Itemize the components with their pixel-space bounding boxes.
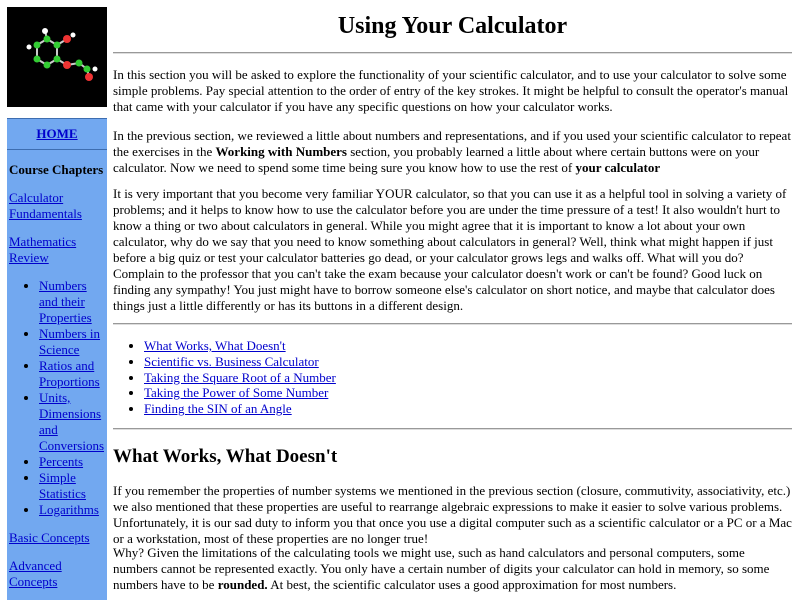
your-calculator-bold: your calculator	[575, 160, 661, 175]
list-item	[39, 470, 107, 502]
text-span: In the previous section, we reviewed a little about numbers and representations, and if you used your scientific calculator to repeat the exercises in the	[113, 128, 791, 159]
sidebar-nav	[7, 118, 107, 600]
divider	[113, 428, 792, 430]
course-chapters-heading: Course Chapters	[9, 162, 104, 177]
percents-link[interactable]: Percents	[39, 454, 84, 469]
numbers-properties-link[interactable]: Numbers and their Properties	[39, 278, 92, 325]
simple-statistics-link[interactable]: Simple Statistics	[39, 470, 86, 501]
list-item	[39, 454, 107, 470]
working-with-numbers-bold: Working with Numbers	[215, 144, 347, 159]
list-item	[144, 401, 336, 417]
mathematics-review-link[interactable]: Mathematics Review	[9, 234, 77, 265]
list-item	[39, 358, 107, 390]
numbers-in-science-link[interactable]: Numbers in Science	[39, 326, 101, 357]
square-root-link[interactable]: Taking the Square Root of a Number	[144, 369, 336, 385]
basic-concepts-link[interactable]: Basic Concepts	[9, 530, 90, 545]
page-title: Using Your Calculator	[337, 13, 568, 39]
why-paragraph	[113, 545, 792, 593]
ratios-proportions-link[interactable]: Ratios and Proportions	[39, 358, 100, 389]
advanced-concepts-link[interactable]: Advanced Concepts	[9, 558, 62, 589]
what-works-link[interactable]: What Works, What Doesn't	[144, 338, 286, 353]
sin-angle-link[interactable]: Finding the SIN of an Angle	[144, 401, 292, 417]
molecule-icon	[7, 7, 107, 107]
home-box	[7, 118, 107, 150]
rounded-bold: rounded.	[217, 577, 268, 592]
divider	[113, 323, 792, 325]
text-span: Why? Given the limitations of the calculating tools we might use, such as hand calculators and personal computers, some numbers cannot be represented exactly. You only have a certain number of digits your calculator can hold in memory, so some numbers have to be	[113, 545, 770, 592]
power-link[interactable]: Taking the Power of Some Number	[144, 385, 329, 401]
units-dimensions-link[interactable]: Units, Dimensions and Conversions	[39, 390, 104, 453]
list-item	[39, 502, 107, 518]
list-item	[39, 326, 107, 358]
intro-paragraph: In this section you will be asked to explore the functionality of your scientific calculator, and to use your calculator to solve some simple problems. Pay special attention to the order of entry of the key strokes. It might be helpful to consult the operator's manual that came with your calculator if you have any specific questions on how your calculator works.	[113, 67, 789, 114]
section-links-list	[113, 338, 336, 417]
text-span: At best, the scientific calculator uses a good approximation for most numbers.	[267, 577, 677, 592]
divider	[113, 52, 792, 54]
list-item	[144, 385, 336, 401]
sidebar	[0, 0, 110, 600]
list-item	[144, 354, 336, 370]
main-content	[113, 0, 792, 592]
home-link[interactable]: HOME	[36, 126, 78, 141]
list-item	[144, 370, 336, 386]
logarithms-link[interactable]: Logarithms	[39, 502, 99, 517]
properties-paragraph: If you remember the properties of number systems we mentioned in the previous section (closure, commutivity, associativity, etc.) we also mentioned that these properties are useful to rearrange algebraic expressions to make it easier to solve various problems. Unfortunately, it is our sad duty to inform you that once you use a digital computer such as a scientific calculator or a PC or a Mac or a workstation, most of these properties are no longer true!	[113, 483, 792, 546]
mathematics-review-sublist	[9, 278, 107, 518]
calculator-fundamentals-link[interactable]: Calculator Fundamentals	[9, 190, 82, 221]
section-heading: What Works, What Doesn't	[113, 446, 338, 467]
scientific-vs-business-link[interactable]: Scientific vs. Business Calculator	[144, 353, 319, 369]
importance-paragraph: It is very important that you become very familiar YOUR calculator, so that you can use it as a helpful tool in solving a variety of problems; and it helps to know how to use the calculator before you are under the time pressure of a test! It also wouldn't hurt to know a thing or two about calculators in general. While you might agree that it is important to know a lot about your own calculator, why do we say that you need to know something about calculators in general? Well, think what might happen if just before a big quiz or test your calculator batteries go dead, or your calculator grows legs and walks off. What will you do? Complain to the professor that you can't take the exam because your calculator doesn't work or can't be found? Good luck on finding any sympathy! You just might have to borrow someone else's calculator on short notice, and maybe that calculator does things just a little differently or has its buttons in a different design.	[113, 186, 787, 313]
text-span: section, you probably learned a little about where certain buttons were on your calculator. Now we need to spend some time being sure you know how to use the rest of	[113, 144, 760, 175]
list-item	[144, 338, 336, 354]
list-item	[39, 390, 107, 454]
previous-section-paragraph	[113, 128, 792, 176]
list-item	[39, 278, 107, 326]
